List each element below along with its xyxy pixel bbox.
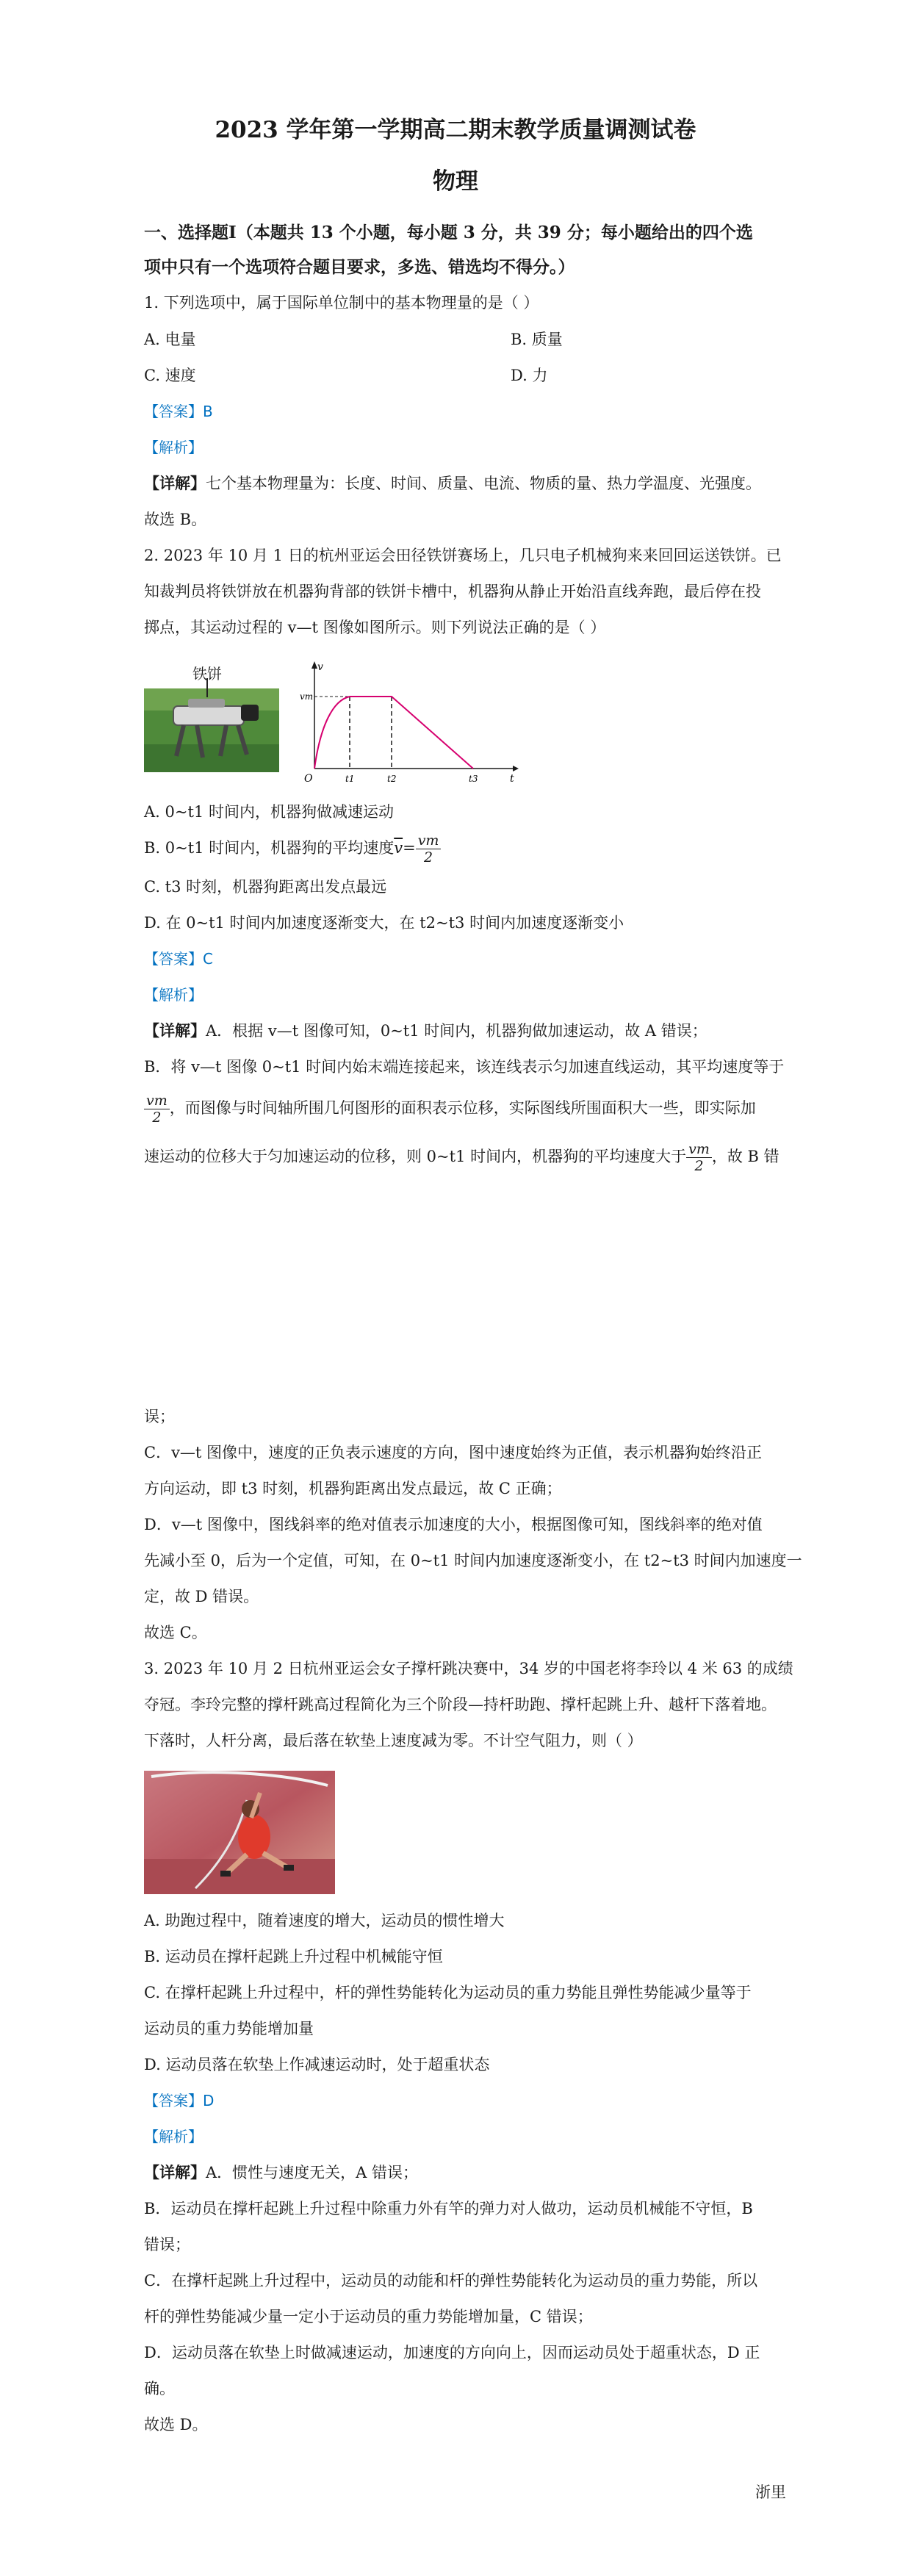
paper-title: 2023 学年第一学期高二期末教学质量调测试卷 [215, 117, 696, 143]
origin-label: O [304, 773, 313, 783]
q3-stem-line2: 夺冠。李玲完整的撑杆跳高过程简化为三个阶段—持杆助跑、撑杆起跳上升、越杆下落着地。 [144, 1696, 777, 1713]
q1-answer: 【答案】B [144, 403, 213, 420]
q1-detail-text: 七个基本物理量为：长度、时间、质量、电流、物质的量、热力学温度、光强度。 [206, 475, 761, 492]
q2-detail-b2 [144, 1087, 756, 1129]
footer-region: 浙里 [755, 2483, 786, 2501]
t1-label: t1 [345, 774, 355, 783]
q3-detail-c2: 杆的弹性势能减少量一定小于运动员的重力势能增加量，C 错误； [144, 2308, 593, 2325]
q2-detail-b3-text: 速运动的位移大于匀加速运动的位移，则 0~t1 时间内，机器狗的平均速度大于 [144, 1148, 687, 1165]
q3-detail-d2: 确。 [144, 2380, 175, 2397]
q2-stem-line1: 2. 2023 年 10 月 1 日的杭州亚运会田径铁饼赛场上，几只电子机械狗来来回回运送铁饼。已 [144, 547, 782, 564]
q2-detail-label: 【详解】 [144, 1021, 206, 1040]
q2-detail-b3 [144, 1136, 779, 1177]
q1-conclusion: 故选 B。 [144, 511, 207, 528]
q1-stem: 1. 下列选项中，属于国际单位制中的基本物理量的是（ ） [144, 294, 539, 312]
q1-option-b: B. 质量 [511, 331, 563, 348]
q3-option-c2: 运动员的重力势能增加量 [144, 2020, 314, 2037]
t2-label: t2 [387, 774, 397, 783]
t-axis-arrow [513, 766, 519, 771]
q1-option-d: D. 力 [511, 367, 548, 384]
detail-fraction-1 [144, 1093, 170, 1126]
q3-option-d: D. 运动员落在软垫上作减速运动时，处于超重状态 [144, 2056, 490, 2073]
q2-detail-d3: 定，故 D 错误。 [144, 1588, 259, 1605]
q3-analysis-label: 【解析】 [144, 2128, 203, 2145]
q3-detail-c1: C．在撑杆起跳上升过程中，运动员的动能和杆的弹性势能转化为运动员的重力势能，所以 [144, 2272, 758, 2289]
q2-stem-line3: 掷点，其运动过程的 v—t 图像如图所示。则下列说法正确的是（ ） [144, 619, 606, 636]
q2-detail-d1: D．v—t 图像中，图线斜率的绝对值表示加速度的大小，根据图像可知，图线斜率的绝对值 [144, 1516, 763, 1533]
q1-option-c: C. 速度 [144, 367, 196, 384]
detail-fraction-1-den: 2 [152, 1109, 162, 1126]
q2-conclusion: 故选 C。 [144, 1624, 207, 1641]
q2-option-b [144, 827, 441, 868]
q3-detail-d1: D．运动员落在软垫上时做减速运动，加速度的方向向上，因而运动员处于超重状态，D 正 [144, 2344, 760, 2361]
q1-detail-label: 【详解】 [144, 474, 206, 492]
q2-detail-a [144, 1018, 707, 1043]
q1-detail [144, 471, 761, 496]
vt-graph [300, 660, 520, 783]
fraction-numerator: vm [416, 832, 442, 849]
detail-fraction-1-num: vm [144, 1093, 170, 1109]
q3-answer: 【答案】D [144, 2092, 215, 2109]
q3-stem-line1: 3. 2023 年 10 月 2 日杭州亚运会女子撑杆跳决赛中，34 岁的中国老将李玲以 4 米 63 的成绩 [144, 1660, 793, 1677]
section-heading-line1: 一、选择题Ⅰ（本题共 13 个小题，每小题 3 分，共 39 分；每小题给出的四个选 [144, 223, 753, 242]
q3-detail-b2: 错误； [144, 2236, 190, 2253]
q2-detail-b1: B．将 v—t 图像 0~t1 时间内始末端连接起来，该连线表示匀加速直线运动，其平均速度等于 [144, 1058, 785, 1076]
t-axis-label: t [510, 773, 514, 783]
vm-label: vm [300, 691, 314, 702]
v-axis-label: v [317, 661, 323, 673]
vm-over-2-fraction [416, 832, 442, 866]
detail-fraction-2 [686, 1141, 712, 1174]
q1-analysis-label: 【解析】 [144, 439, 203, 456]
q2-detail-a-text: A．根据 v—t 图像可知，0~t1 时间内，机器狗做加速运动，故 A 错误； [206, 1022, 707, 1040]
q2-answer: 【答案】C [144, 950, 213, 968]
v-axis-arrow [312, 661, 317, 669]
q3-detail-a-text: A．惯性与速度无关，A 错误； [206, 2164, 419, 2181]
pole-vault-image [144, 1771, 335, 1894]
pole-vault-photo [144, 1771, 335, 1894]
q3-conclusion: 故选 D。 [144, 2416, 208, 2433]
q2-option-b-text: B. 0~t1 时间内，机器狗的平均速度 [144, 839, 395, 857]
vt-graph-svg [300, 660, 520, 783]
q2-option-c: C. t3 时刻，机器狗距离出发点最远 [144, 878, 387, 896]
q2-detail-d2: 先减小至 0，后为一个定值，可知，在 0~t1 时间内加速度逐渐变小，在 t2~t3 时间内加速度一 [144, 1552, 802, 1569]
detail-fraction-2-num: vm [686, 1141, 712, 1158]
q2-analysis-label: 【解析】 [144, 986, 203, 1004]
vbar-symbol: $\overline{v}$ [394, 839, 403, 857]
q2-detail-b2-text: ，而图像与时间轴所围几何图形的面积表示位移，实际图线所围面积大一些，即实际加 [169, 1099, 756, 1117]
t3-label: t3 [469, 774, 478, 783]
equals-sign: = [403, 839, 416, 857]
q1-option-a: A. 电量 [144, 331, 196, 348]
fraction-denominator: 2 [424, 849, 433, 866]
q3-detail-a [144, 2160, 418, 2185]
subject-title: 物理 [433, 168, 478, 195]
section-heading-line2: 项中只有一个选项符合题目要求，多选、错选均不得分。） [144, 257, 575, 277]
q2-detail-c2: 方向运动，即 t3 时刻，机器狗距离出发点最远，故 C 正确； [144, 1480, 562, 1497]
q2-detail-b3-end: ，故 B 错 [711, 1148, 779, 1165]
q3-option-c1: C. 在撑杆起跳上升过程中，杆的弹性势能转化为运动员的重力势能且弹性势能减少量等于 [144, 1984, 752, 2001]
q2-detail-b4: 误； [144, 1408, 175, 1425]
discus-label: 铁饼 [192, 665, 222, 683]
detail-fraction-2-den: 2 [694, 1158, 704, 1174]
vt-curve [314, 697, 473, 769]
q2-detail-c1: C．v—t 图像中，速度的正负表示速度的方向，图中速度始终为正值，表示机器狗始终沿正 [144, 1444, 763, 1461]
q2-option-d: D. 在 0~t1 时间内加速度逐渐变大，在 t2~t3 时间内加速度逐渐变小 [144, 914, 624, 932]
q3-option-a: A. 助跑过程中，随着速度的增大，运动员的惯性增大 [144, 1912, 505, 1929]
q3-detail-b1: B．运动员在撑杆起跳上升过程中除重力外有竿的弹力对人做功，运动员机械能不守恒，B [144, 2200, 753, 2217]
q2-stem-line2: 知裁判员将铁饼放在机器狗背部的铁饼卡槽中，机器狗从静止开始沿直线奔跑，最后停在投 [144, 583, 761, 600]
q2-option-a: A. 0~t1 时间内，机器狗做减速运动 [144, 803, 394, 821]
robot-dog-photo [144, 663, 279, 772]
q3-stem-line3: 下落时，人杆分离，最后落在软垫上速度减为零。不计空气阻力，则（ ） [144, 1732, 643, 1749]
q3-option-b: B. 运动员在撑杆起跳上升过程中机械能守恒 [144, 1948, 443, 1965]
q3-detail-label: 【详解】 [144, 2163, 206, 2181]
